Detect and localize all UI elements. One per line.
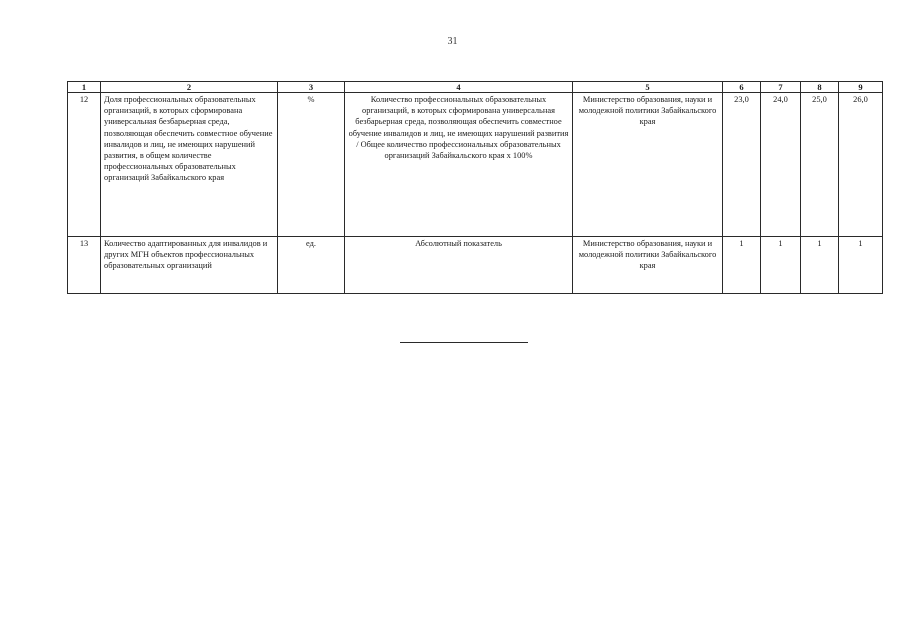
indicator-name: Количество адаптированных для инвалидов и других МГН объектов профессиональных образовательных организаций [101,237,278,294]
value-col-8: 25,0 [801,93,839,237]
row-number: 12 [68,93,101,237]
header-cell-4: 4 [345,82,573,93]
indicator-name: Доля профессиональных образовательных организаций, в которых сформирована универсальная безбарьерная среда, позволяющая обеспечить совместное обучение инвалидов и лиц, не имеющих нарушений развития, в общем количестве профессиональных образовательных организаций Забайкальского края [101,93,278,237]
responsible-org: Министерство образования, науки и молодежной политики Забайкальского края [573,93,723,237]
unit-cell: ед. [278,237,345,294]
formula-cell: Абсолютный показатель [345,237,573,294]
header-cell-8: 8 [801,82,839,93]
header-cell-9: 9 [839,82,883,93]
value-col-9: 26,0 [839,93,883,237]
indicator-table [67,81,883,294]
value-col-6: 1 [723,237,761,294]
value-col-7: 24,0 [761,93,801,237]
header-cell-1: 1 [68,82,101,93]
header-row [68,82,883,93]
value-col-9: 1 [839,237,883,294]
value-col-7: 1 [761,237,801,294]
table-row [68,237,883,294]
value-col-6: 23,0 [723,93,761,237]
page-number: 31 [447,36,458,47]
header-cell-7: 7 [761,82,801,93]
header-cell-6: 6 [723,82,761,93]
unit-cell: % [278,93,345,237]
responsible-org: Министерство образования, науки и молодежной политики Забайкальского края [573,237,723,294]
header-cell-2: 2 [101,82,278,93]
formula-cell: Количество профессиональных образовательных организаций, в которых сформирована универсальная безбарьерная среда, позволяющая обеспечить совместное обучение инвалидов и лиц, не имеющих нарушений развития / Общее количество профессиональных образовательных организаций Забайкальского края х 100% [345,93,573,237]
header-cell-3: 3 [278,82,345,93]
header-cell-5: 5 [573,82,723,93]
value-col-8: 1 [801,237,839,294]
table-row [68,93,883,237]
end-divider-line [400,342,528,343]
row-number: 13 [68,237,101,294]
